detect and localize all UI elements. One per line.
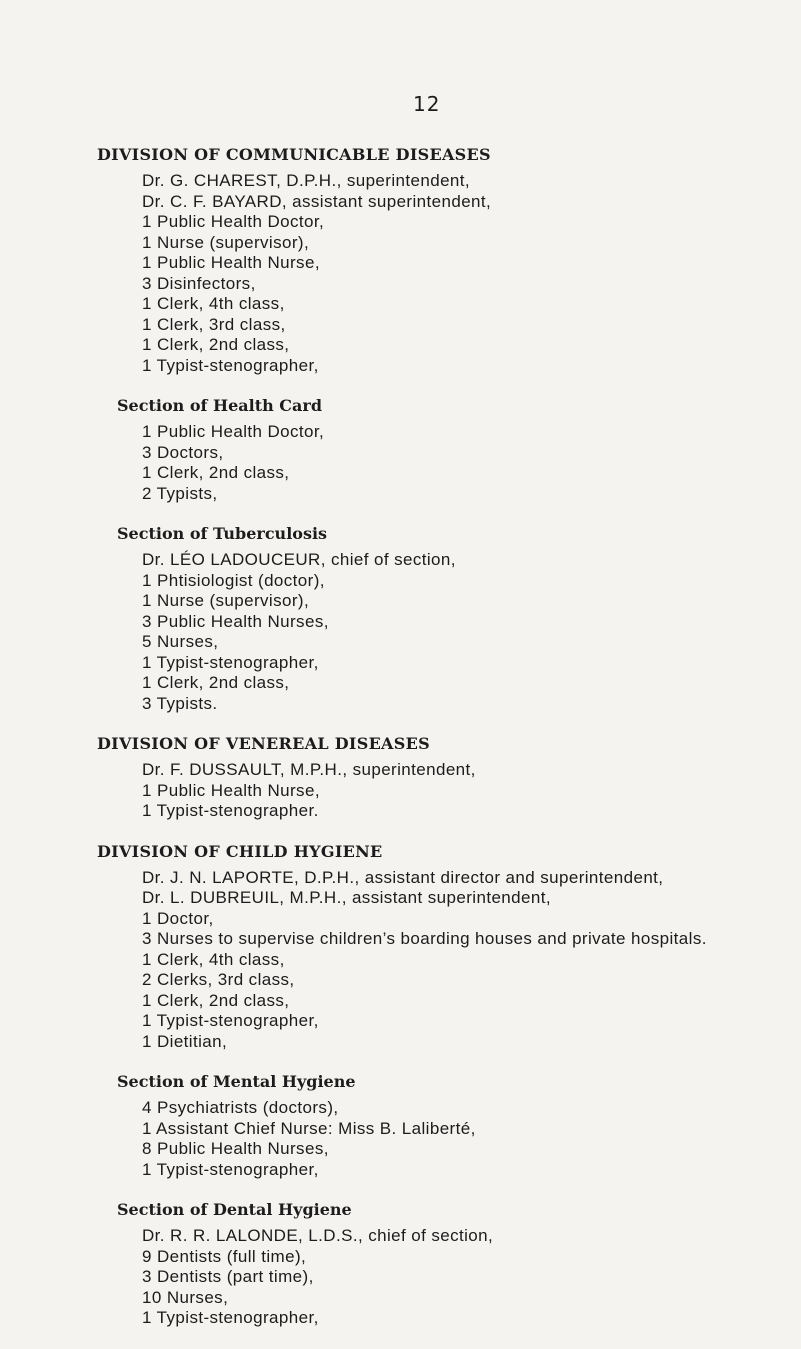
- division-child-hygiene: [0, 842, 801, 1053]
- section-health-card: [0, 396, 801, 504]
- list-item: 1 Public Health Doctor,: [142, 212, 325, 231]
- list-item: 1 Typist-stenographer,: [142, 1159, 319, 1179]
- list-item: 1 Typist-stenographer,: [142, 652, 319, 672]
- list-item: 3 Doctors,: [142, 442, 224, 462]
- section-mental-hygiene: [0, 1072, 801, 1180]
- list-item: 9 Dentists (full time),: [142, 1246, 307, 1266]
- list-item: 1 Phtisiologist (doctor),: [142, 570, 325, 590]
- section-heading: Section of Tuberculosis: [117, 524, 328, 543]
- list-item: Dr. C. F. BAYARD, assistant superintendent,: [142, 191, 492, 211]
- list-item: 1 Clerk, 4th class,: [142, 294, 285, 313]
- division-venereal-diseases: [0, 734, 801, 822]
- list-item: 1 Nurse (supervisor),: [142, 232, 310, 252]
- section-heading: Section of Mental Hygiene: [117, 1072, 356, 1091]
- list-item: 3 Nurses to supervise children’s boarding houses and private hospitals.: [142, 929, 707, 948]
- document-body: [0, 145, 801, 1349]
- list-item: 1 Clerk, 2nd class,: [142, 463, 290, 482]
- list-item: 2 Typists,: [142, 483, 218, 503]
- list-item: 1 Nurse (supervisor),: [142, 591, 310, 610]
- list-item: 3 Typists.: [142, 693, 218, 713]
- list-item: 10 Nurses,: [142, 1287, 229, 1307]
- staff-list: [142, 760, 801, 822]
- list-item: 1 Assistant Chief Nurse: Miss B. Laliberté,: [142, 1118, 476, 1138]
- list-item: 4 Psychiatrists (doctors),: [142, 1098, 339, 1117]
- page-number: 12: [413, 92, 441, 116]
- division-heading: DIVISION OF COMMUNICABLE DISEASES: [97, 145, 491, 164]
- list-item: 3 Disinfectors,: [142, 273, 256, 293]
- list-item: 1 Public Health Doctor,: [142, 422, 325, 441]
- list-item: 1 Clerk, 2nd class,: [142, 673, 290, 692]
- list-item: 1 Dietitian,: [142, 1031, 228, 1051]
- list-item: 1 Clerk, 2nd class,: [142, 335, 290, 354]
- section-heading: Section of Dental Hygiene: [117, 1200, 352, 1219]
- list-item: 2 Clerks, 3rd class,: [142, 970, 295, 989]
- list-item: 1 Clerk, 3rd class,: [142, 314, 286, 334]
- staff-list: [142, 1226, 801, 1329]
- list-item: 8 Public Health Nurses,: [142, 1139, 329, 1158]
- section-dental-hygiene: [0, 1200, 801, 1329]
- list-item: 1 Doctor,: [142, 908, 214, 928]
- staff-list: [142, 868, 801, 1053]
- list-item: Dr. F. DUSSAULT, M.P.H., superintendent,: [142, 760, 476, 779]
- list-item: 1 Typist-stenographer.: [142, 801, 319, 820]
- division-heading: DIVISION OF VENEREAL DISEASES: [97, 734, 430, 753]
- section-tuberculosis: [0, 524, 801, 714]
- section-heading: Section of Health Card: [117, 396, 322, 415]
- division-heading: DIVISION OF CHILD HYGIENE: [97, 841, 383, 861]
- list-item: 1 Clerk, 4th class,: [142, 949, 285, 969]
- staff-list: [142, 550, 801, 714]
- division-communicable-diseases: [0, 145, 801, 376]
- list-item: 1 Typist-stenographer,: [142, 1011, 319, 1030]
- list-item: 1 Public Health Nurse,: [142, 780, 320, 800]
- list-item: 1 Clerk, 2nd class,: [142, 990, 290, 1010]
- staff-list: [142, 422, 801, 504]
- list-item: Dr. J. N. LAPORTE, D.P.H., assistant director and superintendent,: [142, 867, 664, 887]
- list-item: Dr. G. CHAREST, D.P.H., superintendent,: [142, 171, 471, 190]
- list-item: 3 Dentists (part time),: [142, 1267, 314, 1286]
- list-item: 3 Public Health Nurses,: [142, 611, 329, 631]
- list-item: Dr. L. DUBREUIL, M.P.H., assistant superintendent,: [142, 888, 551, 907]
- staff-list: [142, 1098, 801, 1180]
- list-item: 5 Nurses,: [142, 632, 219, 651]
- list-item: 1 Typist-stenographer,: [142, 1308, 319, 1327]
- staff-list: [142, 171, 801, 376]
- list-item: Dr. R. R. LALONDE, L.D.S., chief of section,: [142, 1226, 494, 1245]
- list-item: 1 Typist-stenographer,: [142, 355, 319, 375]
- list-item: Dr. LÉO LADOUCEUR, chief of section,: [142, 550, 456, 569]
- list-item: 1 Public Health Nurse,: [142, 253, 320, 272]
